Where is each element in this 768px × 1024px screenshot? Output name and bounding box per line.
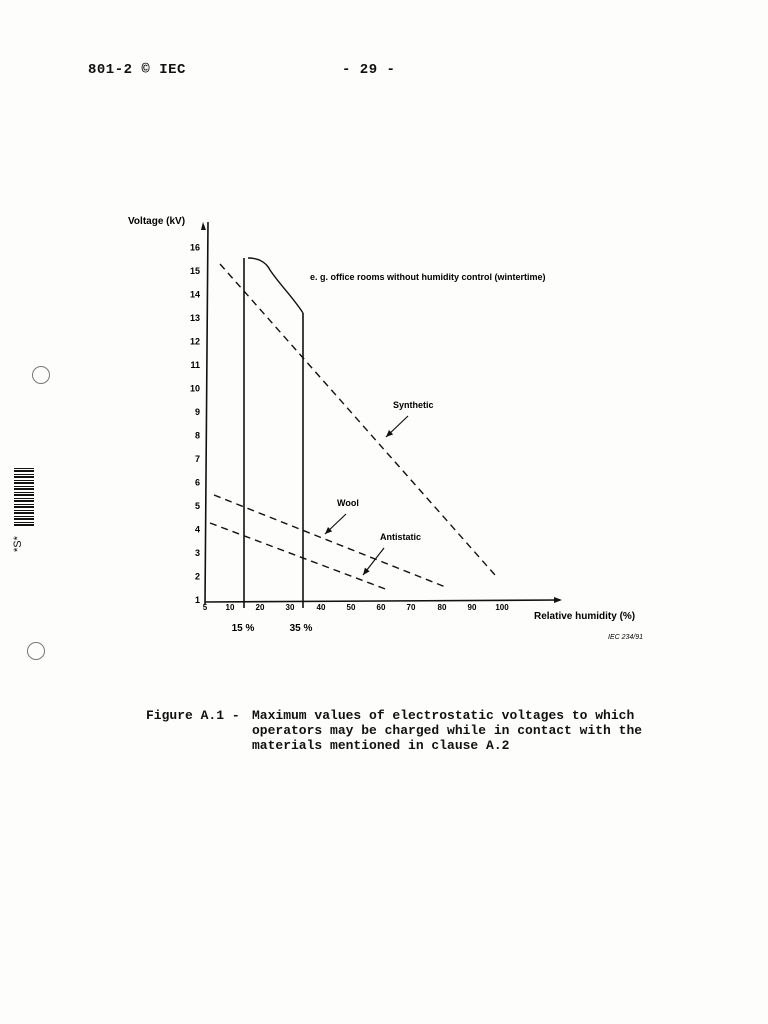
x-axis-label: Relative humidity (%) (534, 611, 636, 622)
y-tick-label-7: 7 (194, 454, 200, 464)
x-tick-label-20: 20 (255, 603, 265, 612)
x-extra-label-15: 15 % (231, 623, 255, 634)
y-tick-label-11: 11 (190, 360, 200, 370)
y-axis-label: Voltage (kV) (128, 216, 186, 227)
pointer-head-antistatic (363, 568, 370, 575)
x-tick-label-40: 40 (316, 603, 326, 612)
series-label-antistatic: Antistatic (380, 532, 422, 542)
x-axis-line (205, 600, 560, 602)
y-tick-label-8: 8 (194, 430, 200, 441)
y-tick-label-1: 1 (194, 595, 200, 605)
y-tick-label-13: 13 (189, 313, 200, 323)
x-tick-label-90: 90 (467, 603, 477, 612)
y-tick-label-2: 2 (194, 571, 200, 582)
x-tick-label-5: 5 (202, 603, 208, 612)
y-tick-label-16: 16 (189, 242, 200, 253)
y-tick-label-6: 6 (194, 477, 200, 488)
x-extra-label-35: 35 % (289, 623, 313, 634)
plot-area (210, 258, 495, 608)
x-tick-label-70: 70 (406, 603, 416, 612)
y-tick-label-14: 14 (189, 289, 200, 300)
x-tick-label-50: 50 (346, 603, 356, 612)
side-mark: *S* (12, 536, 24, 552)
caption-text: Maximum values of electrostatic voltages to which operators may be charged while in contact with the materials mentioned in clause A.2 (252, 708, 643, 753)
series-synthetic (220, 264, 495, 575)
y-tick-label-3: 3 (194, 548, 200, 558)
y-ticks (190, 243, 200, 606)
x-tick-label-60: 60 (376, 603, 386, 612)
x-tick-label-80: 80 (437, 603, 447, 612)
y-tick-label-9: 9 (194, 407, 200, 417)
x-ticks (203, 603, 509, 634)
x-tick-label-30: 30 (285, 603, 295, 612)
x-tick-label-10: 10 (225, 603, 235, 612)
y-tick-label-12: 12 (189, 336, 200, 347)
header-left: 801-2 © IEC (88, 62, 186, 78)
annotation: e. g. office rooms without humidity control (wintertime) (310, 272, 546, 282)
figure-ref: IEC 234/91 (608, 634, 644, 641)
y-axis-arrow (201, 222, 206, 230)
series-label-wool: Wool (337, 498, 359, 508)
x-tick-label-100: 100 (495, 603, 509, 612)
y-axis-line (205, 222, 208, 604)
y-tick-label-4: 4 (194, 524, 200, 535)
y-tick-label-15: 15 (189, 266, 200, 276)
y-tick-label-5: 5 (194, 501, 200, 511)
x-axis-arrow (554, 597, 562, 603)
caption-label: Figure A.1 - (146, 708, 240, 723)
page-number: - 29 - (342, 62, 396, 78)
series-label-synthetic: Synthetic (393, 400, 434, 410)
series-antistatic (210, 523, 388, 590)
y-tick-label-10: 10 (189, 383, 200, 394)
